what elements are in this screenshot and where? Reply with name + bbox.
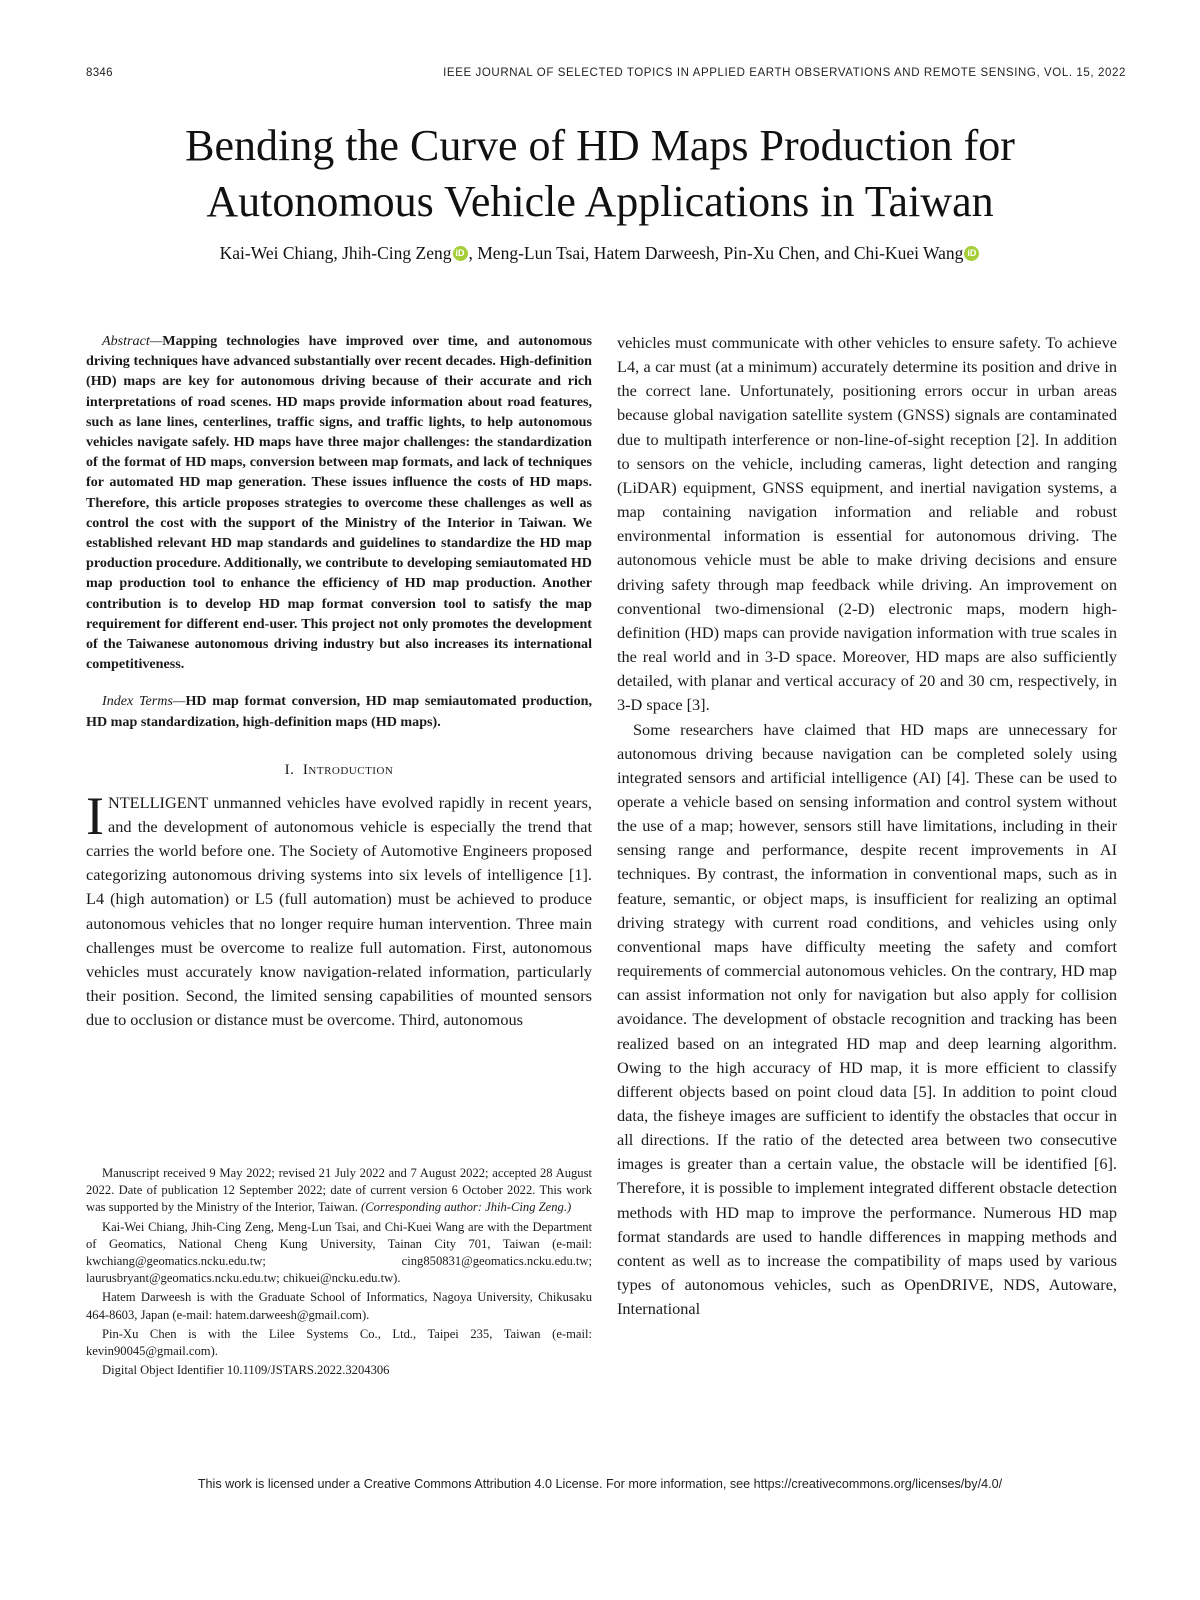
index-terms-text: HD map format conversion, HD map semiautomated production, HD map standardization, high-definition maps (HD maps). (86, 693, 592, 730)
drop-cap: I (86, 785, 104, 846)
index-terms (86, 691, 592, 731)
page-number: 8346 (86, 67, 113, 79)
abstract (86, 331, 592, 674)
footnote-manuscript-text: Manuscript received 9 May 2022; revised 21 July 2022 and 7 August 2022; accepted 28 August 2022. Date of publication 12 September 2022; date of current version 6 October 2022. This work was supported by the Ministry of the Interior, Taiwan. (86, 1166, 592, 1215)
section-number: I. (284, 761, 295, 778)
footnote-manuscript (86, 1165, 592, 1217)
intro-paragraph-2: Some researchers have claimed that HD maps are unnecessary for autonomous driving because navigation can be completed solely using integrated sensors and artificial intelligence (AI) [4]. These can be used to operate a vehicle based on sensing information and control system without the use of a map; however, sensors still have limitations, including in their sensing range and performance, despite recent improvements in AI techniques. By contrast, the information in conventional maps, such as in feature, semantic, or object maps, is insufficient for realizing an optimal driving strategy with current road conditions, and vehicles using only conventional maps have difficulty meeting the safety and comfort requirements of commercial autonomous vehicles. On the contrary, HD map can assist information not only for navigation but also apply for collision avoidance. The development of obstacle recognition and tracking has been realized based on an integrated HD map and deep learning algorithm. Owing to the high accuracy of HD map, it is more efficient to classify different objects based on point cloud data [5]. In addition to point cloud data, the fisheye images are sufficient to identify the obstacles that occur in all directions. If the ratio of the detected area between two consecutive images is greater than a certain value, the obstacle will be identified [6]. Therefore, it is possible to implement integrated different obstacle detection methods with HD map to improve the performance. Numerous HD map format standards are used to handle differences in mapping methods and content as well as to increase the compatibility of maps used by various types of autonomous vehicles, such as OpenDRIVE, NDS, Autoware, International (617, 719, 1117, 1319)
authors-part-2: , Meng-Lun Tsai, Hatem Darweesh, Pin-Xu Chen, and Chi-Kuei Wang (468, 243, 964, 263)
title-line-1: Bending the Curve of HD Maps Production for (185, 121, 1015, 170)
abstract-text: Mapping technologies have improved over time, and autonomous driving techniques have advanced substantially over recent decades. High-definition (HD) maps are key for autonomous driving because of their accurate and rich interpretations of road scenes. HD maps provide information about road features, such as lane lines, centerlines, traffic signs, and traffic lights, to help autonomous vehicles navigate safely. HD maps have three major challenges: the standardization of the format of HD maps, conversion between map formats, and lack of techniques for automated HD map generation. These issues influence the costs of HD maps. Therefore, this article proposes strategies to overcome these challenges as well as control the cost with the support of the Ministry of the Interior in Taiwan. We established relevant HD map standards and guidelines to standardize the HD map production procedure. Additionally, we contribute to developing semiautomated HD map production tool to enhance the efficiency of HD map production. Another contribution is to develop HD map format conversion tool to satisfy the map requirement for different end-user. This project not only promotes the development of the Taiwanese autonomous driving industry but also increases its international competitiveness. (86, 333, 592, 673)
section-title: Introduction (302, 761, 394, 778)
intro-paragraph-1-text: unmanned vehicles have evolved rapidly in recent years, and the development of autonomous vehicle is especially the trend that carries the world before one. The Society of Automotive Engineers proposed categorizing autonomous driving systems into six levels of intelligence [1]. L4 (high automation) or L5 (full automation) must be achieved to produce autonomous vehicles that no longer require human intervention. Three main challenges must be overcome to realize full automation. First, autonomous vehicles must accurately know navigation-related information, particularly their position. Second, the limited sensing capabilities of mounted sensors due to occlusion or distance must be overcome. Third, autonomous (86, 792, 592, 1030)
paper-title (70, 118, 1130, 230)
intro-first-word: NTELLIGENT (107, 792, 209, 812)
footnotes (86, 1165, 592, 1381)
footnote-affiliation-3: Pin-Xu Chen is with the Lilee Systems Co., Ltd., Taipei 235, Taiwan (e-mail: kevin90045@gmail.com). (86, 1326, 592, 1359)
intro-paragraph-1 (86, 785, 592, 1033)
title-line-2: Autonomous Vehicle Applications in Taiwan (206, 177, 994, 226)
right-column (617, 331, 1117, 1321)
abstract-lead: Abstract— (102, 333, 163, 349)
intro-continuation: vehicles must communicate with other vehicles to ensure safety. To achieve L4, a car must (at a minimum) accurately determine its position and drive in the correct lane. Unfortunately, positioning errors occur in urban areas because global navigation satellite system (GNSS) signals are contaminated due to multipath interference or non-line-of-sight reception [2]. In addition to sensors on the vehicle, including cameras, light detection and ranging (LiDAR) equipment, GNSS equipment, and inertial navigation systems, a map containing navigation information and reliable and robust environmental information is essential for autonomous driving. The autonomous vehicle must be able to make driving decisions and ensure driving safety through map feedback while driving. An improvement on conventional two-dimensional (2-D) electronic maps, modern high-definition (HD) maps can provide navigation information with true scales in the real world and in 3-D space. Moreover, HD maps are also sufficiently detailed, with planar and vertical accuracy of 20 and 30 cm, respectively, in 3-D space [3]. (617, 333, 1117, 715)
orcid-icon[interactable]: iD (453, 246, 468, 261)
journal-running-header: IEEE JOURNAL OF SELECTED TOPICS IN APPLIED EARTH OBSERVATIONS AND REMOTE SENSING, VOL. 15, 2022 (443, 67, 1126, 79)
orcid-icon[interactable]: iD (964, 246, 979, 261)
index-terms-lead: Index Terms— (102, 693, 186, 710)
section-heading-introduction (86, 762, 592, 779)
license-notice: This work is licensed under a Creative Commons Attribution 4.0 License. For more information, see https://creativecommons.org/licenses/by/4.0/ (197, 1477, 1003, 1491)
footnote-affiliation-2: Hatem Darweesh is with the Graduate School of Informatics, Nagoya University, Chikusaku 464-8603, Japan (e-mail: hatem.darweesh@gmail.com). (86, 1290, 592, 1322)
footnote-doi: Digital Object Identifier 10.1109/JSTARS.2022.3204306 (102, 1363, 390, 1378)
footnote-affiliation-1: Kai-Wei Chiang, Jhih-Cing Zeng, Meng-Lun Tsai, and Chi-Kuei Wang are with the Department of Geomatics, National Cheng Kung University, Tainan City 701, Taiwan (e-mail: kwchiang@geomatics.ncku.edu.tw; cing850831@geomatics.ncku.edu.tw; laurusbryant@geomatics.ncku.edu.tw; chikuei@ncku.edu.tw). (86, 1219, 592, 1286)
author-list (70, 243, 1130, 264)
authors-part-1: Kai-Wei Chiang, Jhih-Cing Zeng (219, 243, 452, 263)
corresponding-author: (Corresponding author: Jhih-Cing Zeng.) (361, 1200, 572, 1215)
left-column (86, 331, 592, 1032)
